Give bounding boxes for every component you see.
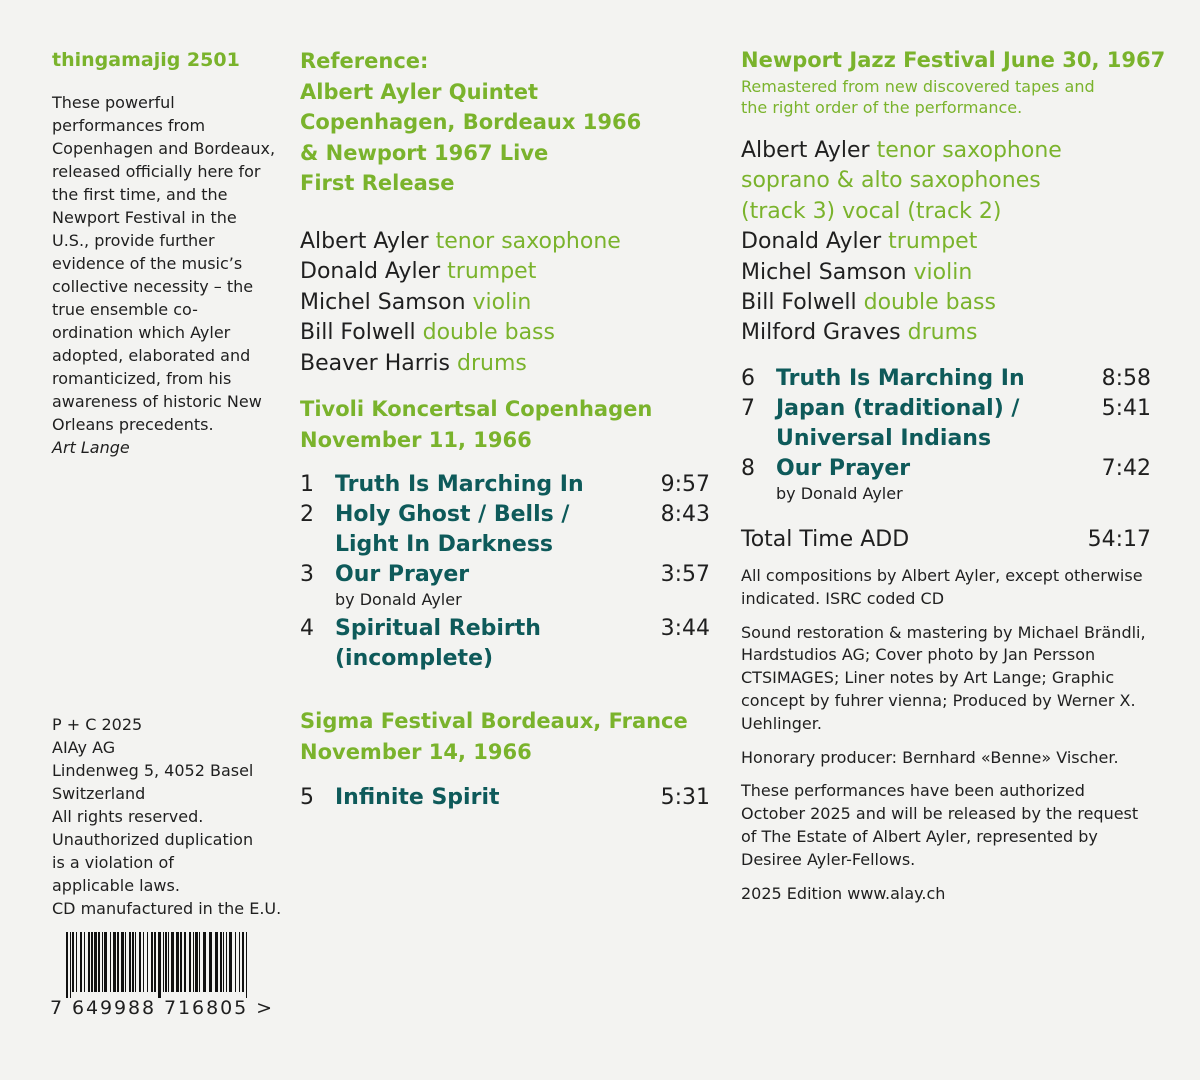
total-time-label: Total Time ADD (741, 527, 910, 552)
track-time: 3:57 (660, 562, 710, 587)
track-composer-note: by Donald Ayler (776, 484, 903, 503)
credits-paragraph: All compositions by Albert Ayler, except otherwise indicated. ISRC coded CD (741, 566, 1143, 608)
venue-line: November 14, 1966 (300, 739, 532, 764)
musician-name: Donald Ayler (741, 229, 882, 255)
venue-line: Tivoli Koncertsal Copenhagen (300, 397, 653, 421)
venue-line: November 11, 1966 (300, 427, 532, 452)
track-title: Our Prayer (335, 562, 470, 587)
personnel-row (300, 318, 621, 348)
track-time: 5:41 (1101, 396, 1151, 421)
reference-line: Copenhagen, Bordeaux 1966 (300, 110, 642, 134)
legal-line: All rights reserved. (52, 807, 204, 826)
legal-line: Switzerland (52, 784, 146, 803)
barcode-digits: 7 649988 716805 > (50, 997, 272, 1016)
track-row (741, 364, 1151, 394)
track-time: 8:58 (1101, 366, 1151, 391)
legal-line: AIAy AG (52, 738, 116, 757)
track-time: 7:42 (1101, 456, 1151, 481)
instrument: drums (457, 350, 527, 376)
track-composer-note: by Donald Ayler (335, 590, 462, 609)
track-row (741, 394, 1151, 454)
legal-line: CD manufactured in the E.U. (52, 899, 282, 918)
personnel-row (300, 349, 621, 379)
instrument: trumpet (447, 259, 537, 285)
musician-name: Michel Samson (300, 289, 466, 315)
legal-info (52, 713, 292, 920)
track-number: 4 (300, 616, 314, 641)
track-title: Infinite Spirit (335, 785, 500, 810)
track-row (300, 614, 710, 674)
track-title: Light In Darkness (335, 532, 554, 557)
legal-line: Unauthorized duplication (52, 830, 254, 849)
track-row (741, 454, 1151, 504)
track-time: 5:31 (660, 785, 710, 810)
total-time-row (741, 525, 1151, 555)
tracklist-newport (741, 364, 1151, 508)
legal-line: is a violation of (52, 853, 174, 872)
legal-line: applicable laws. (52, 876, 180, 895)
legal-line: P + C 2025 (52, 715, 143, 734)
newport-subtitle (741, 76, 1095, 118)
personnel-row (741, 197, 1062, 227)
track-row (300, 500, 710, 560)
credits (741, 565, 1151, 916)
musician-name: Donald Ayler (300, 259, 441, 285)
track-title: Our Prayer (776, 456, 911, 481)
track-title: Universal Indians (776, 426, 992, 451)
credits-paragraph: These performances have been authorized October 2025 and will be released by the request of The Estate of Albert Ayler, represented by Desiree Ayler-Fellows. (741, 781, 1139, 869)
subtitle-line: the right order of the performance. (741, 98, 1023, 117)
track-number: 2 (300, 502, 314, 527)
personnel-row (741, 136, 1062, 166)
liner-notes-author: Art Lange (52, 438, 130, 457)
venue-copenhagen (300, 394, 652, 455)
reference-line: Albert Ayler Quintet (300, 79, 539, 104)
venue-bordeaux (300, 706, 688, 767)
track-row (300, 470, 710, 500)
track-number: 1 (300, 472, 314, 497)
total-time-value: 54:17 (1087, 527, 1151, 552)
instrument: tenor saxophone (435, 229, 621, 254)
instrument: drums (907, 320, 978, 346)
track-number: 3 (300, 562, 314, 587)
track-title: (incomplete) (335, 646, 494, 671)
liner-notes (52, 91, 277, 459)
instrument: trumpet (888, 229, 978, 255)
credits-paragraph: 2025 Edition www.alay.ch (741, 883, 946, 903)
track-time: 9:57 (660, 472, 710, 497)
instrument: double bass (863, 290, 996, 316)
personnel-row (300, 288, 621, 318)
track-time: 8:43 (660, 502, 710, 527)
track-title: Japan (traditional) / (776, 396, 1020, 421)
instrument: double bass (422, 320, 555, 346)
musician-name: Albert Ayler (300, 229, 429, 254)
tracklist-copenhagen (300, 470, 710, 674)
barcode (50, 930, 280, 1016)
venue-line: Sigma Festival Bordeaux, France (300, 709, 688, 733)
track-row (300, 560, 710, 610)
reference-heading (300, 46, 641, 199)
musician-name: Beaver Harris (300, 350, 451, 376)
personnel-row (300, 227, 621, 257)
musician-name: Milford Graves (741, 320, 901, 346)
instrument: violin (472, 289, 532, 315)
musician-name: Albert Ayler (741, 138, 870, 163)
track-time: 3:44 (660, 616, 710, 641)
catalog-number: thingamajig 2501 (52, 49, 240, 71)
musician-name: Michel Samson (741, 259, 907, 285)
musician-name: Bill Folwell (300, 320, 416, 346)
personnel-row (741, 288, 1062, 318)
personnel-row (741, 227, 1062, 257)
track-number: 6 (741, 366, 755, 391)
track-number: 7 (741, 396, 755, 421)
reference-line: & Newport 1967 Live (300, 140, 549, 165)
instrument: violin (913, 259, 973, 285)
personnel-row (300, 257, 621, 287)
subtitle-line: Remastered from new discovered tapes and (741, 77, 1095, 96)
legal-line: Lindenweg 5, 4052 Basel (52, 761, 254, 780)
reference-line: First Release (300, 171, 455, 195)
personnel-list (300, 227, 621, 379)
tracklist-bordeaux (300, 783, 710, 813)
track-number: 8 (741, 456, 755, 481)
track-title: Holy Ghost / Bells / (335, 502, 570, 527)
track-row (300, 783, 710, 813)
credits-paragraph: Honorary producer: Bernhard «Benne» Vischer. (741, 747, 1119, 767)
personnel-row (741, 166, 1062, 196)
liner-notes-text: These powerful performances from Copenhagen and Bordeaux, released officially here for the first time, and the Newport Festival in the U.S., provide further evidence of the music’s collective necessity – the true ensemble co-ordination which Ayler adopted, elaborated and romanticized, from his awareness of historic New Orleans precedents. (52, 93, 276, 434)
personnel-row (741, 318, 1062, 348)
newport-personnel-list (741, 136, 1062, 349)
track-title: Spiritual Rebirth (335, 616, 541, 641)
track-title: Truth Is Marching In (776, 366, 1025, 391)
musician-name: Bill Folwell (741, 290, 857, 316)
personnel-row (741, 258, 1062, 288)
instrument: soprano & alto saxophones (741, 168, 1041, 194)
credits-paragraph: Sound restoration & mastering by Michael Brändli, Hardstudios AG; Cover photo by Jan Persson CTSIMAGES; Liner notes by Art Lange; Graphic concept by fuhrer vienna; Produced by Werner X. Uehlinger. (741, 622, 1146, 733)
track-title: Truth Is Marching In (335, 472, 584, 497)
instrument: (track 3) vocal (track 2) (741, 198, 1002, 224)
reference-line: Reference: (300, 49, 429, 73)
track-number: 5 (300, 785, 314, 810)
instrument: tenor saxophone (876, 138, 1062, 163)
newport-heading: Newport Jazz Festival June 30, 1967 (741, 48, 1166, 72)
